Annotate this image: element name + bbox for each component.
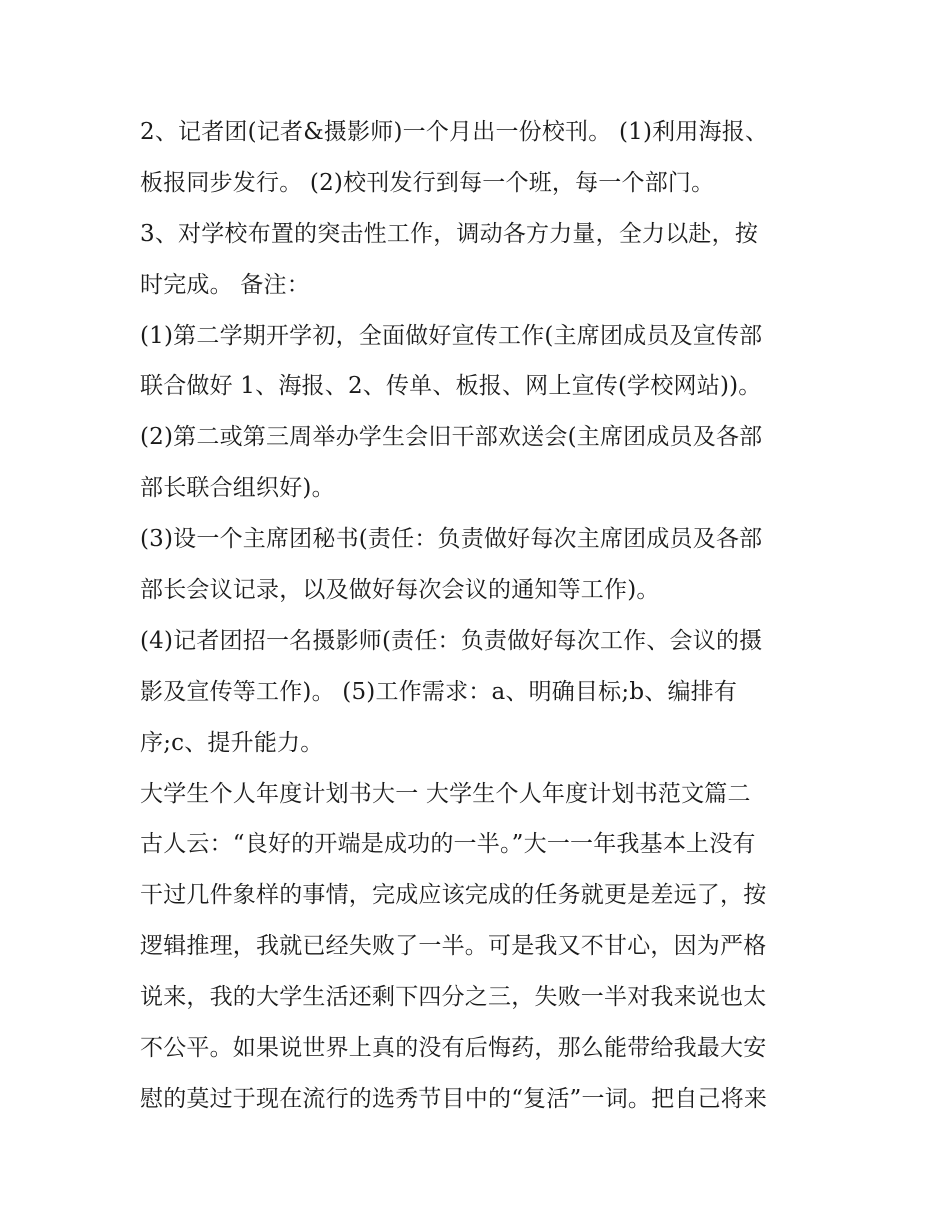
text-line-10: 部长会议记录，以及做好每次会议的通知等工作)。 bbox=[140, 577, 660, 604]
text-line-18: 说来，我的大学生活还剩下四分之三，失败一半对我来说也太 bbox=[140, 984, 767, 1011]
text-line-11: (4)记者团招一名摄影师(责任：负责做好每次工作、会议的摄 bbox=[140, 627, 763, 654]
text-line-7: (2)第二或第三周举办学生会旧干部欢送会(主席团成员及各部 bbox=[140, 424, 763, 451]
text-line-19: 不公平。如果说世界上真的没有后悔药，那么能带给我最大安 bbox=[140, 1035, 767, 1062]
text-line-9: (3)设一个主席团秘书(责任：负责做好每次主席团成员及各部 bbox=[140, 526, 763, 553]
text-line-12: 影及宣传等工作)。 (5)工作需求：a、明确目标;b、编排有 bbox=[140, 678, 738, 705]
text-line-5: (1)第二学期开学初，全面做好宣传工作(主席团成员及宣传部 bbox=[140, 322, 763, 349]
text-line-1: 2、记者团(记者&摄影师)一个月出一份校刊。 (1)利用海报、 bbox=[140, 119, 769, 145]
text-line-14: 大学生个人年度计划书大一 大学生个人年度计划书范文篇二 bbox=[140, 780, 751, 807]
text-line-16: 干过几件象样的事情，完成应该完成的任务就更是差远了，按 bbox=[140, 882, 767, 909]
text-line-6: 联合做好 1、海报、2、传单、板报、网上宣传(学校网站))。 bbox=[140, 373, 762, 400]
text-line-8: 部长联合组织好)。 bbox=[140, 475, 335, 502]
document-body bbox=[140, 107, 820, 1125]
text-line-4: 时完成。 备注： bbox=[140, 271, 310, 298]
text-line-20: 慰的莫过于现在流行的选秀节目中的“复活”一词。把自己将来 bbox=[140, 1085, 768, 1112]
text-line-2: 板报同步发行。 (2)校刊发行到每一个班，每一个部门。 bbox=[140, 169, 715, 196]
text-line-15: 古人云：“良好的开端是成功的一半。”大一一年我基本上没有 bbox=[140, 831, 756, 858]
text-line-3: 3、对学校布置的突击性工作，调动各方力量，全力以赴，按 bbox=[140, 220, 759, 247]
text-line-17: 逻辑推理，我就已经失败了一半。可是我又不甘心，因为严格 bbox=[140, 933, 767, 960]
text-line-13: 序;c、提升能力。 bbox=[140, 729, 324, 756]
